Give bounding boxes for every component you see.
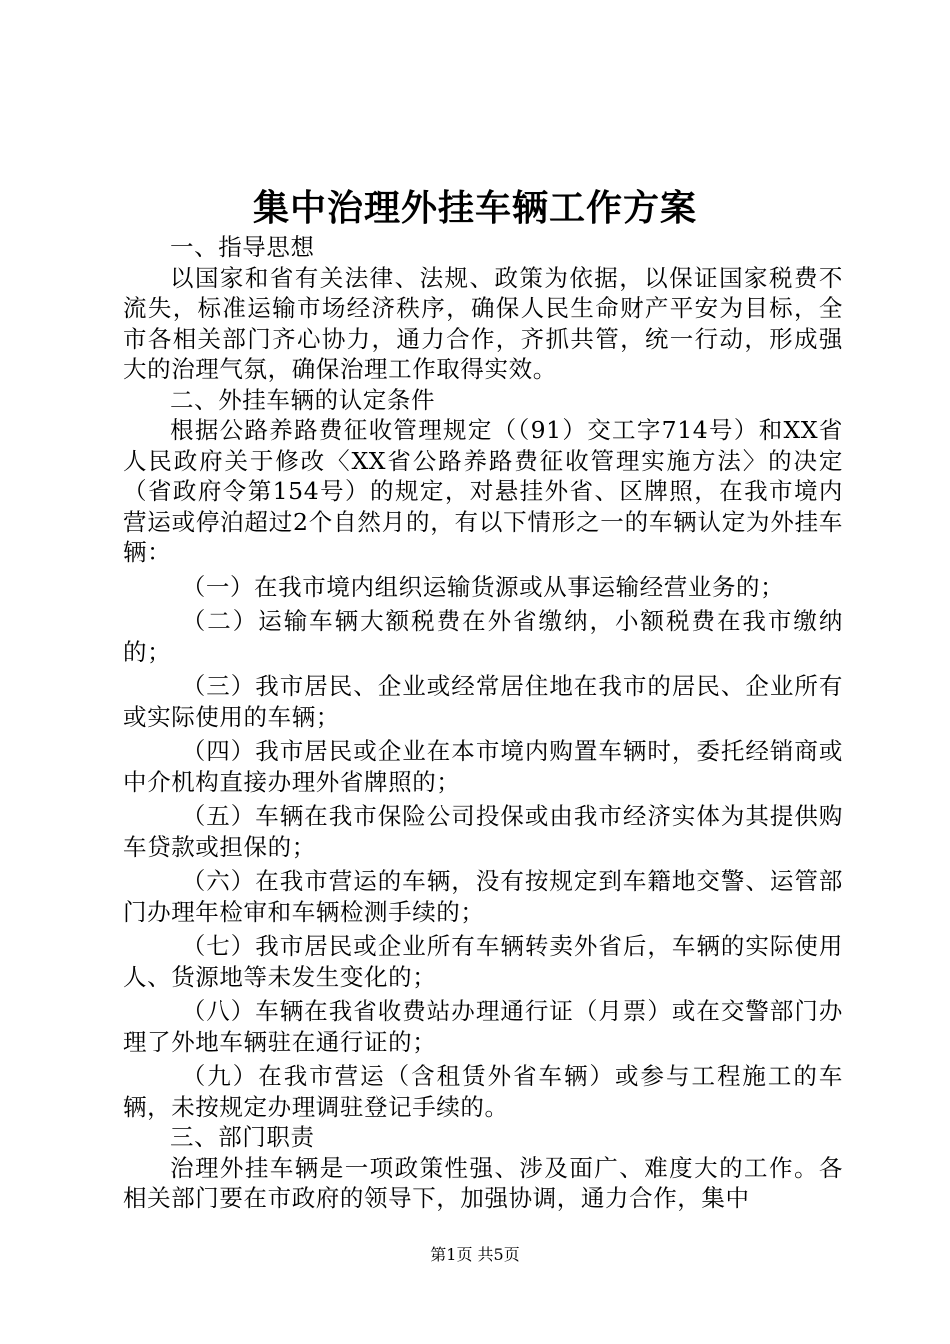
section-paragraph-1: 以国家和省有关法律、法规、政策为依据，以保证国家税费不流失，标准运输市场经济秩序，确保人民生命财产平安为目标，全市各相关部门齐心协力，通力合作，齐抓共管，统一行动，形成强大的治理气氛，确保治理工作取得实效。: [123, 263, 843, 383]
list-item: （二）运输车辆大额税费在外省缴纳，小额税费在我市缴纳的；: [123, 607, 843, 666]
list-item: （八）车辆在我省收费站办理通行证（月票）或在交警部门办理了外地车辆驻在通行证的；: [123, 997, 843, 1056]
section-heading-3: 三、部门职责: [170, 1123, 315, 1151]
document-body: [123, 232, 843, 1214]
section-paragraph-3: 治理外挂车辆是一项政策性强、涉及面广、难度大的工作。各相关部门要在市政府的领导下，加强协调，通力合作，集中: [123, 1153, 843, 1212]
section-heading-2: 二、外挂车辆的认定条件: [170, 385, 436, 414]
document-title: 集中治理外挂车辆工作方案: [252, 187, 697, 229]
list-item: （一）在我市境内组织运输货源或从事运输经营业务的；: [181, 572, 785, 601]
list-item: （七）我市居民或企业所有车辆转卖外省后，车辆的实际使用人、货源地等未发生变化的；: [123, 932, 843, 991]
list-item: （九）在我市营运（含租赁外省车辆）或参与工程施工的车辆，未按规定办理调驻登记手续的。: [123, 1062, 843, 1121]
list-item: （六）在我市营运的车辆，没有按规定到车籍地交警、运管部门办理年检审和车辆检测手续的；: [123, 867, 843, 926]
page-footer: 第1页 共5页: [430, 1245, 520, 1264]
section-paragraph-2: 根据公路养路费征收管理规定（（91）交工字714号）和XX省人民政府关于修改〈XX省公路养路费征收管理实施方法〉的决定（省政府令第154号）的规定，对悬挂外省、区牌照，在我市境内营运或停泊超过2个自然月的，有以下情形之一的车辆认定为外挂车辆：: [123, 416, 843, 566]
list-item: （三）我市居民、企业或经常居住地在我市的居民、企业所有或实际使用的车辆；: [123, 672, 843, 731]
section-heading-1: 一、指导思想: [170, 233, 315, 261]
list-item: （四）我市居民或企业在本市境内购置车辆时，委托经销商或中介机构直接办理外省牌照的；: [123, 737, 843, 796]
list-item: （五）车辆在我市保险公司投保或由我市经济实体为其提供购车贷款或担保的；: [123, 802, 843, 861]
